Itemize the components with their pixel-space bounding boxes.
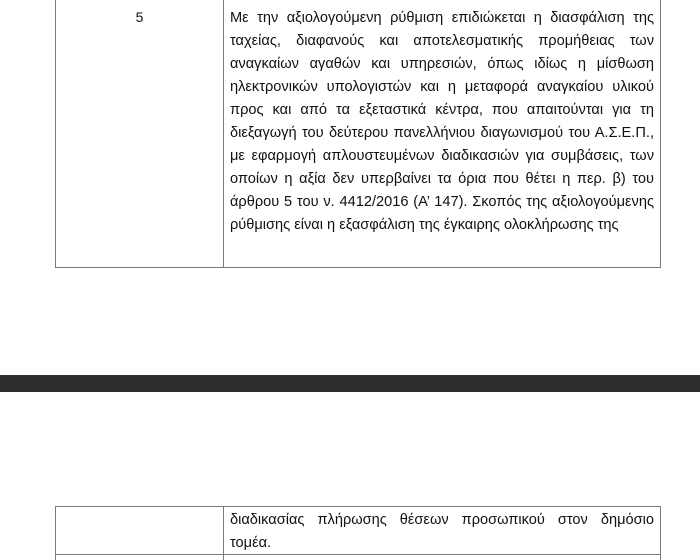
row-description: Με την αξιολογούμενη ρύθμιση επιδιώκεται η διασφάλιση της ταχείας, διαφανούς και αποτελεσματικής προμήθειας των αναγκαίων αγαθών και υπηρεσιών, όπως ιδίως η μίσθωση ηλεκτρονικών υπολογιστών και η μεταφορά αναγκαίου υλικού προς και από τα εξεταστικά κέντρα, που απαιτούνται για τη διεξαγωγή του δεύτερου πανελλήνιου διαγωνισμού του Α.Σ.Ε.Π., με εφαρμογή απλουστευμένων διαδικασιών για συμβάσεις, των οποίων η αξία δεν υπερβαίνει τα όρια που θέτει η περ. β) του άρθρου 5 του ν. 4412/2016 (Α’ 147). Σκοπός της αξιολογούμενης ρύθμισης είναι η εξασφάλιση της έγκαιρης ολοκλήρωσης της (230, 10, 654, 233)
row-number: 5 (135, 9, 144, 25)
column-divider (223, 0, 224, 267)
next-row-border (56, 554, 660, 555)
page-separator (0, 375, 700, 392)
table-fragment-upper (55, 0, 661, 268)
column-divider (223, 507, 224, 560)
table-fragment-lower (55, 506, 661, 560)
row-description-continued: διαδικασίας πλήρωσης θέσεων προσωπικού στον δημόσιο τομέα. (230, 512, 654, 551)
